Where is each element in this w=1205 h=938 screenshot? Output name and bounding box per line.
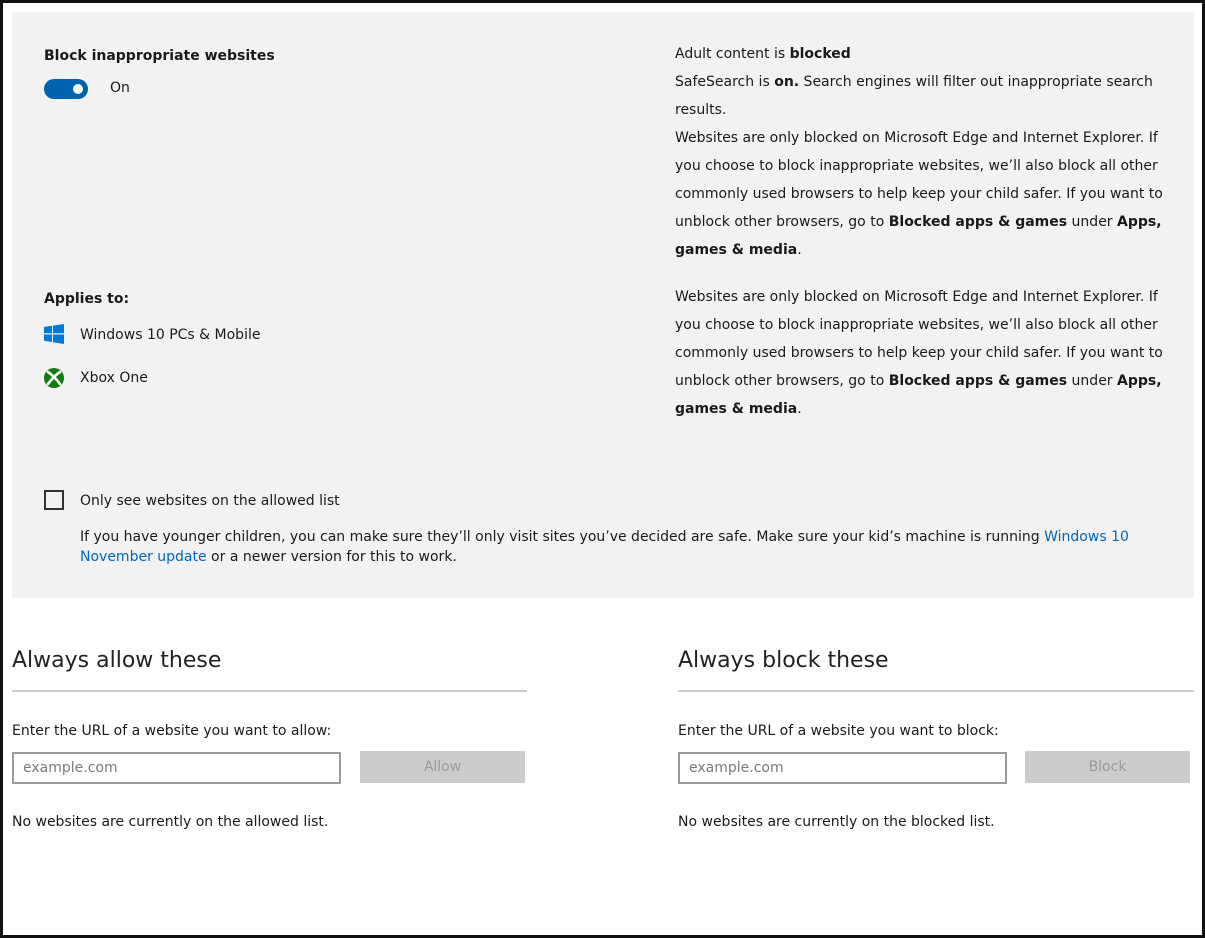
- allow-divider: [12, 690, 527, 692]
- block-websites-toggle[interactable]: [44, 79, 88, 99]
- device-xbox-label: Xbox One: [80, 370, 148, 386]
- filter-status-text: [675, 40, 1175, 264]
- apps-media-ref: Apps, games & media: [675, 373, 1162, 417]
- adult-status: blocked: [789, 46, 851, 62]
- allowed-list-only-label: Only see websites on the allowed list: [80, 493, 340, 509]
- allow-button[interactable]: Allow: [360, 751, 525, 783]
- block-url-prompt: Enter the URL of a website you want to block:: [678, 723, 999, 739]
- block-divider: [678, 690, 1194, 692]
- blocked-list-empty: No websites are currently on the blocked list.: [678, 814, 995, 830]
- block-websites-title: Block inappropriate websites: [44, 48, 275, 64]
- always-allow-heading: Always allow these: [12, 648, 222, 673]
- allowed-list-empty: No websites are currently on the allowed list.: [12, 814, 329, 830]
- safesearch-suffix: Search engines will filter out inappropriate search results.: [675, 74, 1153, 118]
- browsers-note: Websites are only blocked on Microsoft Edge and Internet Explorer. If you choose to block inappropriate websites, we’ll also block all other commonly used browsers to help keep your child safer. If you want to unblock other browsers, go to Blocked apps & games under Apps, games & media.: [675, 130, 1163, 258]
- apps-media-ref: Apps, games & media: [675, 214, 1162, 258]
- always-block-heading: Always block these: [678, 648, 889, 673]
- windows-logo-icon: [44, 324, 64, 344]
- block-button[interactable]: Block: [1025, 751, 1190, 783]
- adult-prefix: Adult content is: [675, 46, 790, 62]
- toggle-knob: [73, 84, 83, 94]
- allow-url-prompt: Enter the URL of a website you want to allow:: [12, 723, 332, 739]
- toggle-state-label: On: [110, 80, 130, 96]
- device-windows-label: Windows 10 PCs & Mobile: [80, 327, 261, 343]
- applies-note: Websites are only blocked on Microsoft Edge and Internet Explorer. If you choose to block inappropriate websites, we’ll also block all other commonly used browsers to help keep your child safer. If you want to unblock other browsers, go to Blocked apps & games under Apps, games & media.: [675, 289, 1163, 417]
- adult-content-line: [675, 40, 1175, 68]
- allowed-list-only-checkbox[interactable]: [44, 490, 64, 510]
- block-url-input[interactable]: [678, 752, 1007, 784]
- xbox-logo-icon: [43, 367, 65, 389]
- blocked-apps-ref: Blocked apps & games: [888, 373, 1068, 389]
- blocked-apps-ref: Blocked apps & games: [888, 214, 1068, 230]
- allowed-list-only-description: If you have younger children, you can make sure they’ll only visit sites you’ve decided are safe. Make sure your kid’s machine is running Windows 10 November update or a newer version for this to work.: [80, 529, 1129, 565]
- safesearch-prefix: SafeSearch is: [675, 74, 775, 90]
- allow-url-input[interactable]: [12, 752, 341, 784]
- safesearch-line: [675, 68, 1175, 124]
- safesearch-status: on.: [774, 74, 800, 90]
- windows-update-link[interactable]: Windows 10 November update: [80, 529, 1129, 565]
- applies-to-title: Applies to:: [44, 291, 130, 307]
